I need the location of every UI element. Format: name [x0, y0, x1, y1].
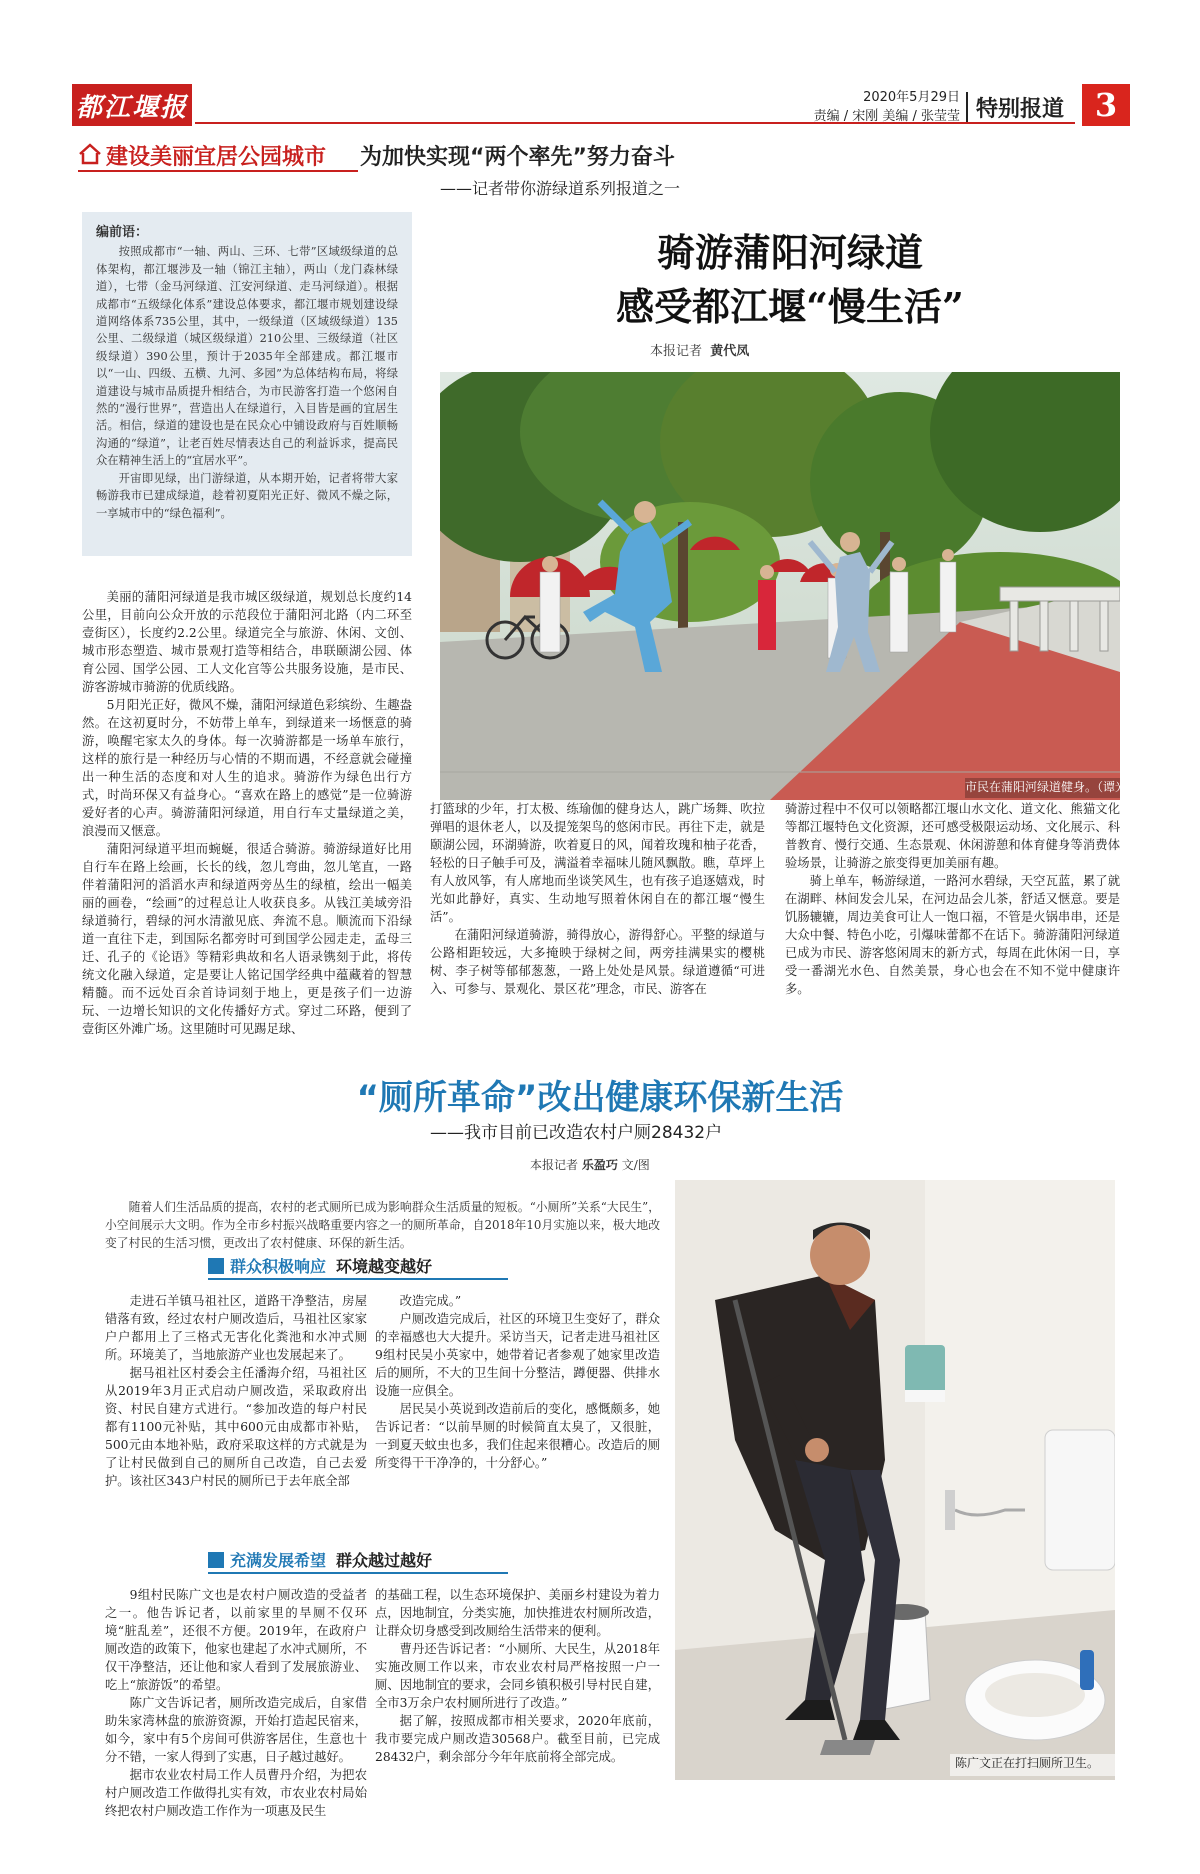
article2-paragraph: 改造完成。” — [399, 1294, 462, 1308]
series-headline-underline — [78, 170, 358, 172]
article1-column-2 — [430, 800, 765, 998]
article1-paragraph: 打篮球的少年，打太极、练瑜伽的健身达人，跳广场舞、吹拉弹唱的退休老人，以及提笼架鸟的悠闲市民。再往下走，就是颐湖公园，环湖骑游，吹着夏日的风，闻着玫瑰和柚子花香，轻松的日子触手可及，满溢着幸福味儿随风飘散。瞧，草坪上有人放风筝，有人席地而坐谈笑风生，也有孩子追逐嬉戏，时光如此静好，真实、生动地写照着休闲自在的都江堰“慢生活”。 — [430, 802, 765, 924]
article1-paragraph: 美丽的蒲阳河绿道是我市城区级绿道，规划总长度约14公里，目前向公众开放的示范段位于蒲阳河北路（内二环至壹街区），长度约2.2公里。绿道完全与旅游、休闲、文创、城市形态塑造、城市景观打造等相结合，串联颐湖公园、体育公园、国学公园、工人文化宫等公共服务设施，是市民、游客游城市骑游的优质线路。 — [82, 590, 412, 694]
subheading-2-rest: 群众越过越好 — [336, 1551, 433, 1570]
byline-prefix: 本报记者 — [650, 344, 703, 359]
byline-name: 黄代凤 — [710, 344, 750, 359]
editor-note-paragraph: 按照成都市“一轴、两山、三环、七带”区域级绿道的总体架构，都江堰涉及一轴（锦江主轴），两山（龙门森林绿道），七带（金马河绿道、江安河绿道、走马河绿道）。根据成都市“五级绿化体系”建设总体要求，都江堰市规划建设绿道网络体系735公里，其中，一级绿道（区域级绿道）135公里、二级绿道（城区级绿道）210公里、三级绿道（社区级绿道）390公里，预计于2035年全部建成。都江堰市以“一山、四级、五横、九河、多园”为总体结构布局，将绿道建设与城市品质提升相结合，为市民游客打造一个悠闲自然的“漫行世界”，营造出人在绿道行，入目皆是画的宜居生活。相信，绿道的建设也是在民众心中铺设政府与百姓顺畅沟通的“绿道”，让老百姓尽情表达自己的利益诉求，提高民众在精神生活上的“宜居水平”。 — [96, 245, 398, 468]
subheading-1 — [208, 1254, 432, 1277]
byline-prefix: 本报记者 — [530, 1158, 579, 1172]
article1-paragraph: 5月阳光正好，微风不燥，蒲阳河绿道色彩缤纷、生趣盎然。在这初夏时分，不妨带上单车，到绿道来一场惬意的骑游，唤醒宅家太久的身体。每一次骑游都是一场单车旅行，这样的旅行是一种经历与心情的不期而遇，不经意就会碰撞出一种生活的态度和对人生的追求。骑游作为绿色出行方式，时尚环保又有益身心。“喜欢在路上的感觉”是一位骑游爱好者的心声。骑游蒲阳河绿道，用自行车丈量绿道之美，浪漫而又惬意。 — [82, 698, 412, 838]
photo-park-exercise — [440, 372, 1120, 800]
article1-title — [440, 226, 1140, 334]
park-scene-illustration — [440, 372, 1120, 800]
house-icon — [78, 142, 102, 166]
article2-column-4 — [375, 1586, 660, 1766]
article1-byline — [650, 340, 749, 359]
article2-paragraph: 据市农业农村局工作人员曹丹介绍，为把农村户厕改造工作做得扎实有效，市农业农村局始终把农村户厕改造工作作为一项惠及民生 — [105, 1768, 367, 1818]
article2-paragraph: 的基础工程，以生态环境保护、美丽乡村建设为着力点，因地制宜，分类实施，加快推进农村厕所改造，让群众切身感受到改厕给生活带来的便利。 — [375, 1588, 660, 1638]
article2-paragraph: 9组村民陈广文也是农村户厕改造的受益者之一。他告诉记者，以前家里的旱厕不仅环境“脏乱差”，还很不方便。2019年，在政府户厕改造的政策下，他家也建起了水冲式厕所，不仅干净整洁，还让他和家人看到了发展旅游业、吃上“旅游饭”的希望。 — [105, 1588, 367, 1692]
photo1-caption: 市民在蒲阳河绿道健身。（谭光明 摄） — [965, 780, 1167, 794]
article1-title-line2: 感受都江堰“慢生活” — [616, 284, 964, 329]
article1-paragraph: 骑游过程中不仅可以领略都江堰山水文化、道文化、熊猫文化等都江堰特色文化资源，还可感受极限运动场、文化展示、科普教育、慢行交通、生态景观、休闲游憩和体育健身等消费体验场景，让骑游之旅变得更加美丽有趣。 — [785, 802, 1120, 870]
byline-name: 乐盈巧 — [581, 1158, 618, 1172]
series-subheadline: ——记者带你游绿道系列报道之一 — [440, 179, 681, 198]
article2-paragraph: 户厕改造完成后，社区的环境卫生变好了，群众的幸福感也大大提升。采访当天，记者走进马祖社区9组村民吴小英家中，她带着记者参观了她家里改造后的厕所，不大的卫生间十分整洁，蹲便器、供排水设施一应俱全。 — [375, 1312, 660, 1398]
square-icon — [208, 1552, 224, 1568]
article1-paragraph: 骑上单车，畅游绿道，一路河水碧绿，天空瓦蓝，累了就在湖畔、林间发会儿呆，在河边品会儿茶，舒适又惬意。要是饥肠辘辘，周边美食可让人一饱口福，不管是火锅串串，还是大众中餐、特色小吃，引爆味蕾都不在话下。骑游蒲阳河绿道已成为市民、游客悠闲周末的新方式，每周在此休闲一日，享受一番湖光水色、自然美景，身心也会在不知不觉中健康许多。 — [785, 874, 1120, 996]
article2-title: “厕所革命”改出健康环保新生活 — [356, 1078, 844, 1118]
section-name: 特别报道 — [976, 97, 1065, 122]
article1-paragraph: 在蒲阳河绿道骑游，骑得放心，游得舒心。平整的绿道与公路相距较远，大多掩映于绿树之间，两旁挂满果实的樱桃树、李子树等郁郁葱葱，一路上处处是风景。绿道遵循“可进入、可参与、景观化、景区花”理念，市民、游客在 — [430, 928, 765, 996]
article2-byline — [530, 1156, 650, 1173]
series-headline-red: 建设美丽宜居公园城市 — [106, 145, 327, 170]
bathroom-scene-illustration — [675, 1180, 1115, 1780]
article1-column-1-top — [82, 588, 412, 1038]
subheading-1-highlight: 群众积极响应 — [230, 1257, 327, 1276]
article2-column-2 — [375, 1292, 660, 1472]
editor-note-title: 编前语： — [96, 225, 149, 240]
article2-lede: 随着人们生活品质的提高，农村的老式厕所已成为影响群众生活质量的短板。“小厕所”关系“大民生”，小空间展示大文明。作为全市乡村振兴战略重要内容之一的厕所革命，自2018年10月实施以来，极大地改变了村民的生活习惯，更改出了农村健康、环保的新生活。 — [105, 1200, 660, 1250]
article2-paragraph: 曹丹还告诉记者：“小厕所、大民生，从2018年实施改厕工作以来，市农业农村局严格按照一户一厕、因地制宜的要求，会同乡镇积极引导村民自建，全市3万余户农村厕所进行了改造。” — [375, 1642, 660, 1710]
header-separator — [966, 92, 968, 122]
article2-paragraph: 陈广文告诉记者，厕所改造完成后，自家借助朱家湾林盘的旅游资源，开始打造起民宿来，如今，家中有5个房间可供游客居住，生意也十分不错，一家人得到了实惠，日子越过越好。 — [105, 1696, 367, 1764]
article2-subtitle: ——我市目前已改造农村户厕28432户 — [430, 1123, 723, 1143]
article2-paragraph: 居民吴小英说到改造前后的变化，感慨颇多，她告诉记者：“以前旱厕的时候简直太臭了，又很脏，一到夏天蚊虫也多，我们住起来很糟心。改造后的厕所变得干干净净的，十分舒心。” — [375, 1402, 660, 1470]
article2-paragraph: 据了解，按照成都市相关要求，2020年底前，我市要完成户厕改造30568户。截至目前，已完成28432户，剩余部分今年年底前将全部完成。 — [375, 1714, 660, 1764]
photo-man-cleaning-toilet — [675, 1180, 1115, 1780]
article1-paragraph: 蒲阳河绿道平坦而蜿蜒，很适合骑游。骑游绿道好比用自行车在路上绘画，长长的线，忽儿弯曲，忽儿笔直，一路伴着蒲阳河的滔滔水声和绿道两旁丛生的绿植，绘出一幅美丽的画卷，“绘画”的过程总让人收获良多。从钱江美域旁沿绿道骑行，碧绿的河水清澈见底、奔流不息。顺流而下沿绿道一直往下走，到国际名都旁时可到国学公园走走，孟母三迁、孔子的《论语》等精彩典故和名人语录镌刻于此，将传统文化融入绿道，定是要让人铭记国学经典中蕴藏着的智慧精髓。而不远处百余首诗词刻于地上，更是孩子们一边游玩、一边增长知识的文化传播好方式。穿过二环路，便到了壹街区外滩广场。这里随时可见踢足球、 — [82, 842, 412, 1036]
article2-column-3 — [105, 1586, 367, 1820]
article1-column-3 — [785, 800, 1120, 998]
subheading-2-highlight: 充满发展希望 — [230, 1551, 327, 1570]
photo2-caption: 陈广文正在打扫厕所卫生。 — [955, 1756, 1100, 1770]
editor-note-box — [82, 212, 412, 556]
byline-suffix: 文/图 — [621, 1158, 650, 1172]
square-icon — [208, 1258, 224, 1274]
editor-note-paragraph: 开宙即见绿，出门游绿道，从本期开始，记者将带大家畅游我市已建成绿道，趁着初夏阳光正好、微风不燥之际，一享城市中的“绿色福利”。 — [96, 471, 398, 520]
editors-credit: 责编 / 宋刚 美编 / 张莹莹 — [813, 109, 960, 124]
subheading-2 — [208, 1548, 432, 1571]
header-meta — [760, 88, 960, 126]
article2-column-1 — [105, 1292, 367, 1490]
article2-paragraph: 走进石羊镇马祖社区，道路干净整洁，房屋错落有致，经过农村户厕改造后，马祖社区家家户户都用上了三格式无害化化粪池和水冲式厕所。环境美了，当地旅游产业也发展起来了。 — [105, 1294, 367, 1362]
subheading-1-underline — [208, 1278, 508, 1280]
series-headline-black: 为加快实现“两个率先”努力奋斗 — [360, 145, 675, 170]
page-number: 3 — [1082, 84, 1130, 126]
article2-paragraph: 据马祖社区村委会主任潘海介绍，马祖社区从2019年3月正式启动户厕改造，采取政府出资、村民自建方式进行。“参加改造的每户村民都有1100元补贴，其中600元由成都市补贴，500元由本地补贴，政府采取这样的方式就是为了让村民做到自己的厕所自己改造，自己去爱护。该社区343户村民的厕所已于去年底全部 — [105, 1366, 367, 1488]
subheading-2-underline — [208, 1572, 508, 1574]
newspaper-logo: 都江堰报 — [72, 84, 192, 126]
subheading-1-rest: 环境越变越好 — [336, 1257, 433, 1276]
article1-title-line1: 骑游蒲阳河绿道 — [656, 230, 923, 275]
issue-date: 2020年5月29日 — [863, 90, 960, 105]
